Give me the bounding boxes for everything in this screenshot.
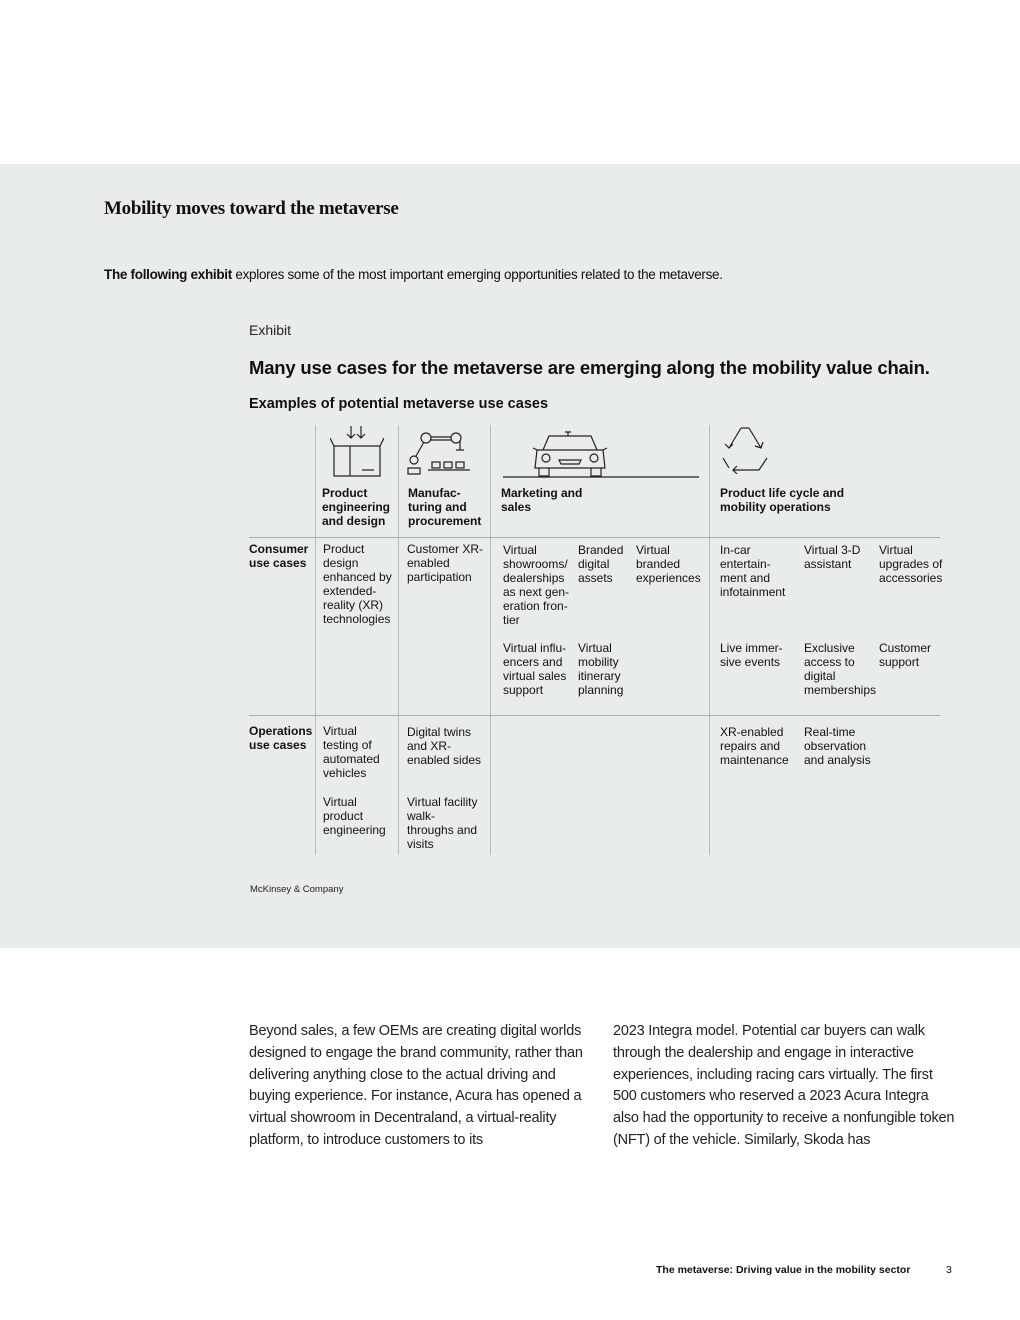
cell-consumer-lifecycle: Live immer- sive events — [720, 641, 783, 669]
footer-title: The metaverse: Driving value in the mobility sector — [656, 1264, 911, 1276]
column-divider — [315, 425, 316, 855]
cell-operations-manufacturing: Digital twins and XR- enabled sides — [407, 725, 482, 767]
row-header-consumer: Consumer use cases — [249, 542, 309, 570]
robot-arm-icon — [404, 428, 474, 478]
cell-operations-product: Virtual product engineering — [323, 795, 386, 837]
column-header-lifecycle: Product life cycle and mobility operations — [720, 486, 845, 514]
section-title: Mobility moves toward the metaverse — [104, 198, 399, 219]
exhibit-label: Exhibit — [249, 322, 292, 338]
cell-consumer-marketing: Branded digital assets — [578, 543, 624, 585]
cell-consumer-lifecycle: In-car entertain- ment and infotainment — [720, 543, 786, 599]
row-divider — [249, 715, 940, 716]
cell-consumer-marketing: Virtual influ- encers and virtual sales support — [503, 641, 567, 697]
cell-operations-manufacturing: Virtual facility walk- throughs and visits — [407, 795, 478, 851]
page-number: 3 — [946, 1264, 952, 1276]
column-divider — [709, 425, 710, 855]
source-credit: McKinsey & Company — [250, 884, 344, 895]
intro-rest: explores some of the most important emerging opportunities related to the metaverse. — [231, 267, 723, 282]
cell-consumer-product: Product design enhanced by extended- reality (XR) technologies — [323, 542, 392, 626]
column-divider — [490, 425, 491, 855]
cell-consumer-lifecycle: Virtual 3-D assistant — [804, 543, 861, 571]
cell-consumer-marketing: Virtual showrooms/ dealerships as next gen- eration fron- tier — [503, 543, 570, 627]
cell-operations-product: Virtual testing of automated vehicles — [323, 724, 380, 780]
cell-operations-lifecycle: XR-enabled repairs and maintenance — [720, 725, 789, 767]
cell-consumer-marketing: Virtual branded experiences — [636, 543, 701, 585]
body-column-1: Beyond sales, a few OEMs are creating digital worlds designed to engage the brand community, rather than delivering anything close to the actual driving and buying experience. For instance, Acura has opened a virtual showroom in Decentraland, a virtual-reality platform, to introduce customers to its — [249, 1023, 583, 1148]
body-column-2: 2023 Integra model. Potential car buyers can walk through the dealership and engage in interactive experiences, including racing cars virtually. The first 500 customers who reserved a 2023 Acura Integra also had the opportunity to receive a nonfungible token (NFT) of the vehicle. Similarly, Skoda has — [613, 1023, 955, 1148]
cell-consumer-lifecycle: Customer support — [879, 641, 932, 669]
car-front-icon — [503, 428, 699, 480]
column-header-manufacturing: Manufac- turing and procurement — [408, 486, 482, 528]
row-divider — [249, 537, 940, 538]
package-box-icon — [330, 424, 384, 478]
cell-operations-lifecycle: Real-time observation and analysis — [804, 725, 871, 767]
intro-bold: The following exhibit — [104, 267, 232, 282]
column-header-marketing: Marketing and sales — [501, 486, 583, 514]
exhibit-subtitle: Examples of potential metaverse use cases — [249, 396, 549, 412]
cell-consumer-manufacturing: Customer XR-enabled participation — [407, 542, 484, 584]
cell-consumer-lifecycle: Virtual upgrades of accessories — [879, 543, 943, 585]
cell-consumer-lifecycle: Exclusive access to digital memberships — [804, 641, 877, 697]
column-header-product-engineering: Product engineering and design — [322, 486, 391, 528]
exhibit-title: Many use cases for the metaverse are emerging along the mobility value chain. — [249, 357, 930, 378]
column-divider — [398, 425, 399, 855]
cell-consumer-marketing: Virtual mobility itinerary planning — [578, 641, 624, 697]
intro-paragraph — [104, 267, 723, 282]
recycle-icon — [719, 424, 773, 474]
row-header-operations: Operations use cases — [249, 724, 313, 752]
